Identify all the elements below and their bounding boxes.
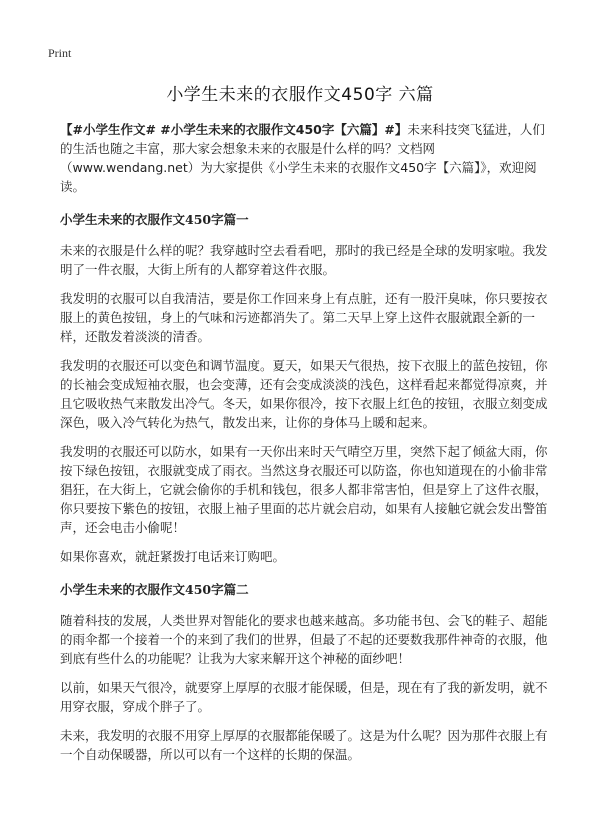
section-heading-1: 小学生未来的衣服作文450字篇一 [60, 212, 249, 227]
article-body [60, 120, 548, 774]
page-title: 小学生未来的衣服作文450字 六篇 [166, 85, 434, 105]
paragraph: 我发明的衣服可以自我清洁，要是你工作回来身上有点脏，还有一股汗臭味，你只要按衣服上的黄色按钮，身上的气味和污迹都消失了。第二天早上穿上这件衣服就跟全新的一样，还散发着淡淡的清香。 [60, 291, 548, 344]
intro-text: 未来科技突飞猛进，人们的生活也随之丰富，那大家会想象未来的衣服是什么样的吗？文档网（www.wendang.net）为大家提供《小学生未来的衣服作文450字【六篇】》，欢迎阅读。 [60, 122, 545, 194]
paragraph: 随着科技的发展，人类世界对智能化的要求也越来越高。多功能书包、会飞的鞋子、超能的雨伞都一个接着一个的来到了我们的世界，但最了不起的还要数我那件神奇的衣服，他到底有些什么的功能呢？让我为大家来解开这个神秘的面纱吧！ [60, 613, 548, 666]
paragraph: 我发明的衣服还可以防水，如果有一天你出来时天气晴空万里，突然下起了倾盆大雨，你按下绿色按钮，衣服就变成了雨衣。当然这身衣服还可以防盗，你也知道现在的小偷非常猖狂，在大街上，它就会偷你的手机和钱包，很多人都非常害怕，但是穿上了这件衣服，你只要按下紫色的按钮，衣服上袖子里面的芯片就会启动，如果有人接触它就会发出警笛声，还会电击小偷呢！ [60, 444, 548, 535]
paragraph: 以前，如果天气很冷，就要穿上厚厚的衣服才能保暖，但是，现在有了我的新发明，就不用穿衣服，穿成个胖子了。 [60, 680, 548, 714]
intro-tags: 【#小学生作文# #小学生未来的衣服作文450字【六篇】#】 [60, 122, 408, 137]
paragraph: 如果你喜欢，就赶紧拨打电话来订购吧。 [60, 549, 286, 564]
intro-paragraph [60, 120, 548, 196]
paragraph: 未来，我发明的衣服不用穿上厚厚的衣服都能保暖了。这是为什么呢？因为那件衣服上有一个自动保暖器，所以可以有一个这样的长期的保温。 [60, 728, 548, 762]
print-link[interactable]: Print [48, 46, 72, 60]
section-heading-2: 小学生未来的衣服作文450字篇二 [60, 582, 249, 597]
paragraph: 我发明的衣服还可以变色和调节温度。夏天，如果天气很热，按下衣服上的蓝色按钮，你的长袖会变成短袖衣服，也会变薄，还有会变成淡淡的浅色，这样看起来都觉得凉爽，并且它吸收热气来散发出冷气。冬天，如果你很冷，按下衣服上红色的按钮，衣服立刻变成深色，吸入冷气转化为热气，散发出来，让你的身体马上暖和起来。 [60, 358, 548, 430]
paragraph: 未来的衣服是什么样的呢？我穿越时空去看看吧，那时的我已经是全球的发明家啦。我发明了一件衣服，大街上所有的人都穿着这件衣服。 [60, 243, 548, 277]
